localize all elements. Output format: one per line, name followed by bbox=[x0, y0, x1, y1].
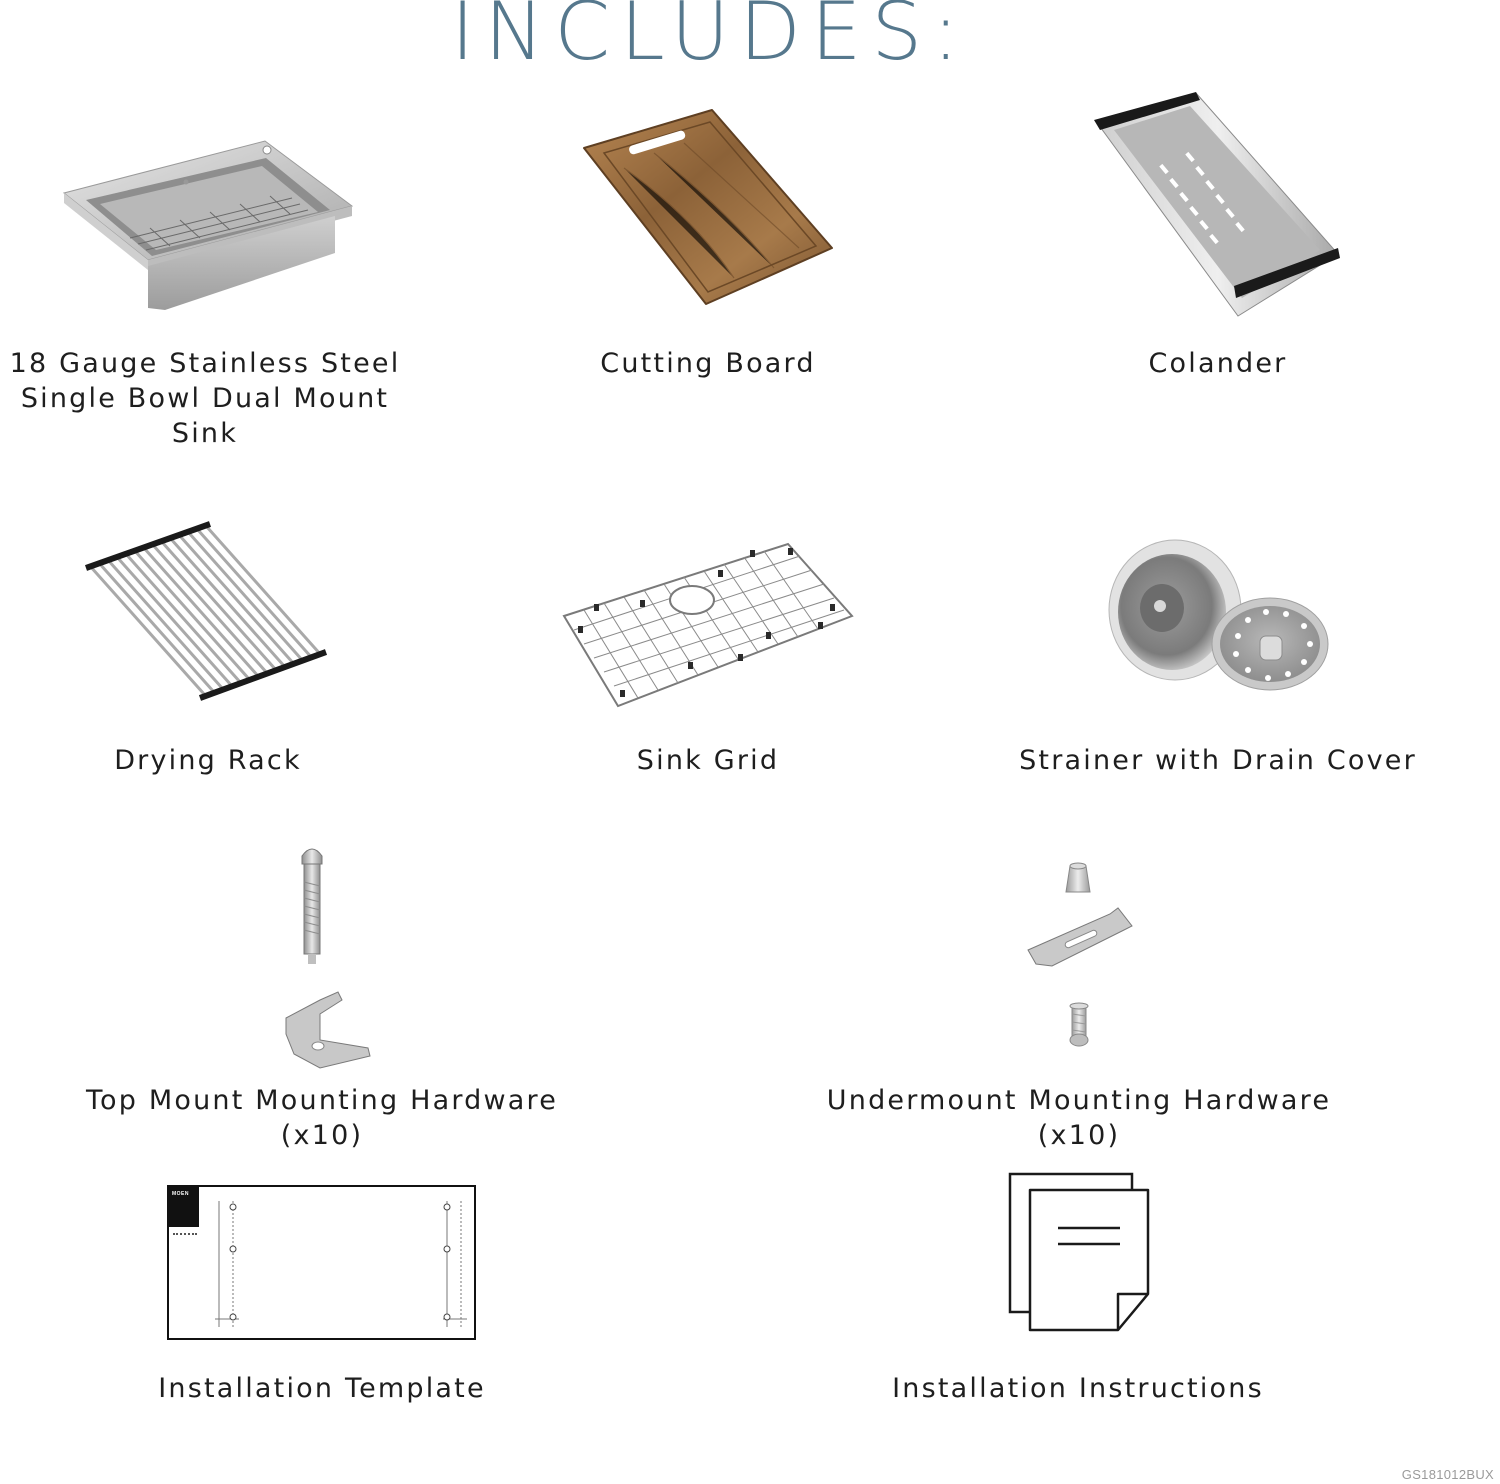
sink-label: 18 Gauge Stainless Steel Single Bowl Dual Mount Sink bbox=[9, 348, 401, 449]
product-code: GS181012BUX bbox=[1401, 1467, 1494, 1482]
cutting-board-icon bbox=[584, 108, 834, 308]
undermount-hardware-label: Undermount Mounting Hardware (x10) bbox=[826, 1085, 1332, 1151]
drying-rack-label: Drying Rack bbox=[114, 745, 302, 776]
sink-grid-icon bbox=[560, 540, 856, 710]
sink-grid-label: Sink Grid bbox=[636, 745, 780, 776]
sink-icon bbox=[60, 138, 355, 313]
colander-label: Colander bbox=[1148, 348, 1288, 379]
installation-instructions-icon bbox=[1006, 1170, 1152, 1334]
drying-rack-icon bbox=[82, 518, 334, 704]
strainer-label: Strainer with Drain Cover bbox=[1019, 745, 1417, 776]
strainer-icon bbox=[1108, 540, 1330, 692]
installation-template-icon bbox=[167, 1185, 476, 1340]
undermount-hardware-icon bbox=[1024, 856, 1136, 1052]
page-title: INCLUDES: bbox=[450, 0, 970, 78]
installation-template-label: Installation Template bbox=[158, 1373, 486, 1404]
colander-icon bbox=[1092, 90, 1342, 320]
installation-instructions-label: Installation Instructions bbox=[892, 1373, 1264, 1404]
cutting-board-label: Cutting Board bbox=[600, 348, 816, 379]
top-mount-hardware-icon bbox=[280, 842, 376, 1070]
template-markings bbox=[169, 1187, 478, 1342]
top-mount-hardware-label: Top Mount Mounting Hardware (x10) bbox=[85, 1085, 559, 1151]
template-brand: MOEN bbox=[172, 1191, 189, 1197]
